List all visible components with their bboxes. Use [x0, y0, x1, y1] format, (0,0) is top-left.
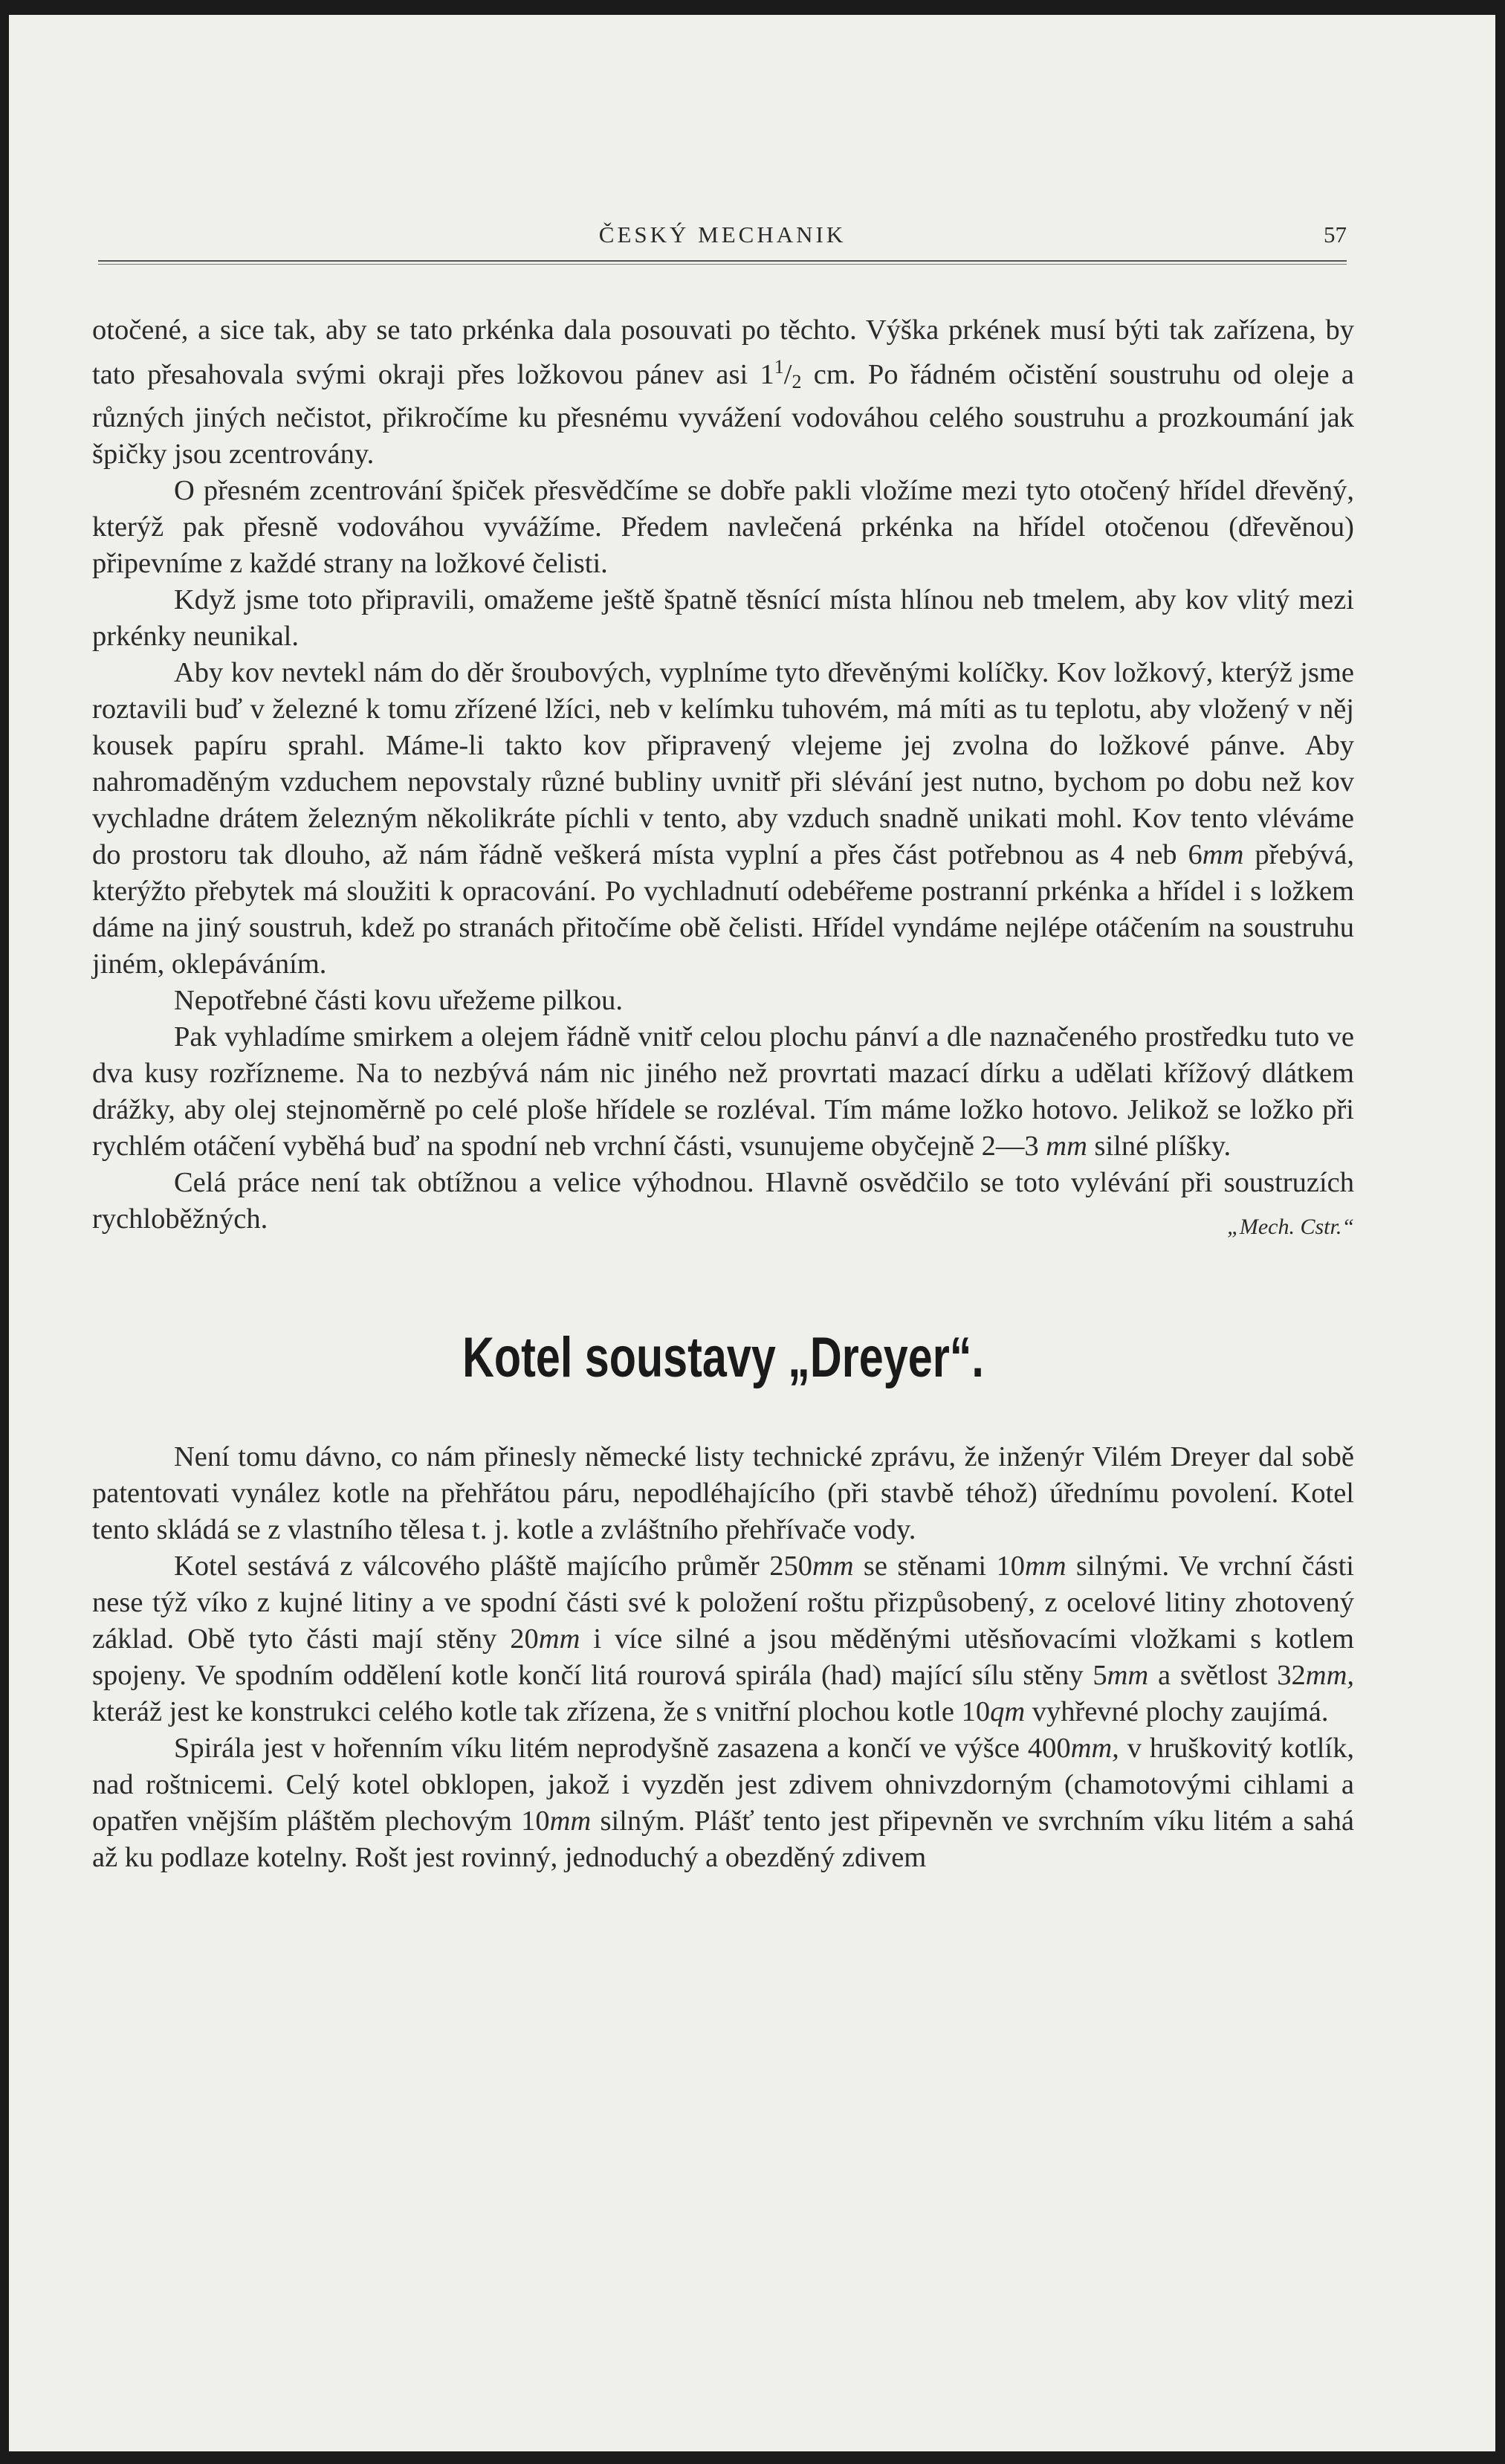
text: vyhřevné plochy zaujímá.	[1025, 1696, 1329, 1727]
paragraph	[92, 312, 1354, 473]
text: kteráž jest ke konstrukci celého kotle tak zřízena, že s vnitřní plochou kotle	[92, 1696, 962, 1727]
unit: qm	[990, 1696, 1026, 1727]
paragraph	[92, 1019, 1354, 1165]
unit: mm	[812, 1550, 854, 1582]
page-number: 57	[1324, 221, 1347, 248]
unit: mm	[538, 1623, 580, 1655]
number: 400	[1027, 1733, 1071, 1764]
paragraph: Nepotřebné části kovu uřežeme pilkou.	[174, 985, 624, 1016]
unit: mm	[1107, 1660, 1149, 1691]
unit: cm.	[801, 359, 856, 390]
paragraph	[92, 1165, 1354, 1238]
text: a světlost	[1148, 1660, 1278, 1691]
text: silné plíšky.	[1087, 1131, 1231, 1162]
paragraph: Není tomu dávno, co nám přinesly německé listy technické zprávu, že inženýr Vilém Dreyer dal sobě patentovati vynález kotle na přehřátou páru, nepodléhajícího (při stavbě téhož) úřednímu povolení. Kotel tento skládá se z vlastního tělesa t. j. kotle a zvláštního přehřívače vody.	[92, 1441, 1354, 1545]
text: Spirála jest v hořenním víku litém neprodyšně zasazena a končí ve výšce	[174, 1733, 1028, 1764]
unit: mm,	[1305, 1660, 1354, 1691]
fraction-whole: 1	[760, 359, 774, 390]
text: v hruškovitý kotlík, nad roštnicemi. Celý kotel obklopen, jakož i vyzděn jest zdivem ohnivzdorným (chamotovými cihlami a opatřen vnějším pláštěm plechovým	[92, 1733, 1354, 1837]
paragraph: Když jsme toto připravili, omažeme ještě špatně těsnící místa hlínou neb tmelem, aby kov vlitý mezi prkénky neunikal.	[92, 584, 1354, 652]
text: přebývá, kterýžto přebytek má sloužiti k opracování. Po vychladnutí odebéřeme postranní prkénka a hřídel i s ložkem dáme na jiný soustruh, kdež po stranách přitočíme obě čelisti. Hřídel vyndáme nejlépe otáčením na soustruhu jiném, oklepáváním.	[92, 839, 1354, 980]
text: Kotel sestává z válcového pláště majícího průměr	[174, 1550, 770, 1582]
text: otočené, a sice tak, aby se tato prkénka dala posouvati po těchto. Výška prkének musí býti tak zařízena, by tato přesahovala svými okraji přes ložkovou pánev asi	[92, 314, 1354, 390]
journal-title: ČESKÝ MECHANIK	[598, 221, 847, 248]
number: 5	[1093, 1660, 1107, 1691]
paragraph	[92, 655, 1354, 983]
number-range: 2—3	[981, 1131, 1039, 1162]
source-attribution: „Mech. Cstr.“	[1227, 1215, 1354, 1239]
unit: mm	[1046, 1131, 1087, 1162]
number: 20	[510, 1623, 539, 1655]
unit: mm	[1202, 839, 1244, 870]
text: i více silné a jsou měděnými utěsňovacími vložkami s kotlem spojeny. Ve spodním oddělení kotle končí litá rourová spirála (had) mající sílu stěny	[92, 1623, 1355, 1691]
running-header	[98, 214, 1347, 251]
unit: mm	[1024, 1550, 1067, 1582]
paragraph	[92, 1730, 1354, 1876]
number: 10	[961, 1696, 991, 1727]
text: neb	[1124, 839, 1188, 870]
text: se stěnami	[853, 1550, 997, 1582]
header-rule	[98, 260, 1347, 265]
paragraph: O přesném zcentrování špiček přesvědčíme se dobře pakli vložíme mezi tyto otočený hřídel dřevěný, kterýž pak přesně vodováhou vyvážíme. Předem navlečená prkénka na hřídel otočenou (dřevěnou) připevníme z každé strany na ložkové čelisti.	[92, 475, 1354, 579]
fraction-denominator: 2	[792, 371, 802, 392]
unit: mm	[549, 1805, 592, 1837]
fraction-slash: /	[783, 359, 792, 390]
number: 10	[521, 1805, 550, 1837]
text: silnými. Ve vrchní části nese týž víko z kujné litiny a ve spodní části své k položení roštu přizpůsobený, z ocelové litiny zhotovený základ. Obě tyto části mají stěny	[92, 1550, 1355, 1655]
article-heading: Kotel soustavy „Dreyer“.	[462, 1326, 984, 1389]
document-page	[9, 15, 1495, 2451]
number: 4	[1110, 839, 1124, 870]
number: 10	[996, 1550, 1025, 1582]
number: 6	[1188, 839, 1203, 870]
text: Po řádném očistění soustruhu od oleje a různých jiných nečistot, přikročíme ku přesnému vyvážení vodováhou celého soustruhu a prozkoumání jak špičky jsou zcentrovány.	[92, 359, 1354, 470]
number: 32	[1277, 1660, 1306, 1691]
text: Pak vyhladíme smirkem a olejem řádně vnitř celou plochu pánví a dle naznačeného prostředku tuto ve dva kusy rozřízneme. Na to nezbývá nám nic jiného než provrtati mazací dírku a udělati křížový dlátkem drážky, aby olej stejnoměrně po celé ploše hřídele se rozléval. Tím máme ložko hotovo. Jelikož se ložko při rychlém otáčení vyběhá buď na spodní neb vrchní části, vsunujeme obyčejně	[92, 1021, 1354, 1162]
text: silným. Plášť tento jest připevněn ve svrchním víku litém a sahá až ku podlaze kotelny. Rošt jest rovinný, jednoduchý a obezděný zdivem	[92, 1805, 1355, 1873]
text: Aby kov nevtekl nám do děr šroubových, vyplníme tyto dřevěnými kolíčky. Kov ložkový, kterýž jsme roztavili buď v železné k tomu zřízené lžíci, neb v kelímku tuhovém, má míti as tu teplotu, aby vložený v něj kousek papíru sprahl. Máme-li takto kov připravený vlejeme jej zvolna do ložkové pánve. Aby nahromaděným vzduchem nepovstaly různé bubliny uvnitř při slévání jest nutno, bychom po dobu než kov vychladne drátem železným několikráte píchli v tento, aby vzduch snadně unikati mohl. Kov tento vléváme do prostoru tak dlouho, až nám řádně veškerá místa vyplní a přes část potřebnou as	[92, 657, 1354, 870]
number: 250	[769, 1550, 812, 1582]
text-column	[92, 312, 1354, 1876]
paragraph	[92, 1548, 1354, 1730]
text: Celá práce není tak obtížnou a velice výhodnou. Hlavně osvědčilo se toto vylévání při soustruzích rychloběžných.	[92, 1167, 1354, 1235]
fraction-numerator: 1	[774, 356, 784, 378]
unit: mm,	[1070, 1733, 1119, 1764]
